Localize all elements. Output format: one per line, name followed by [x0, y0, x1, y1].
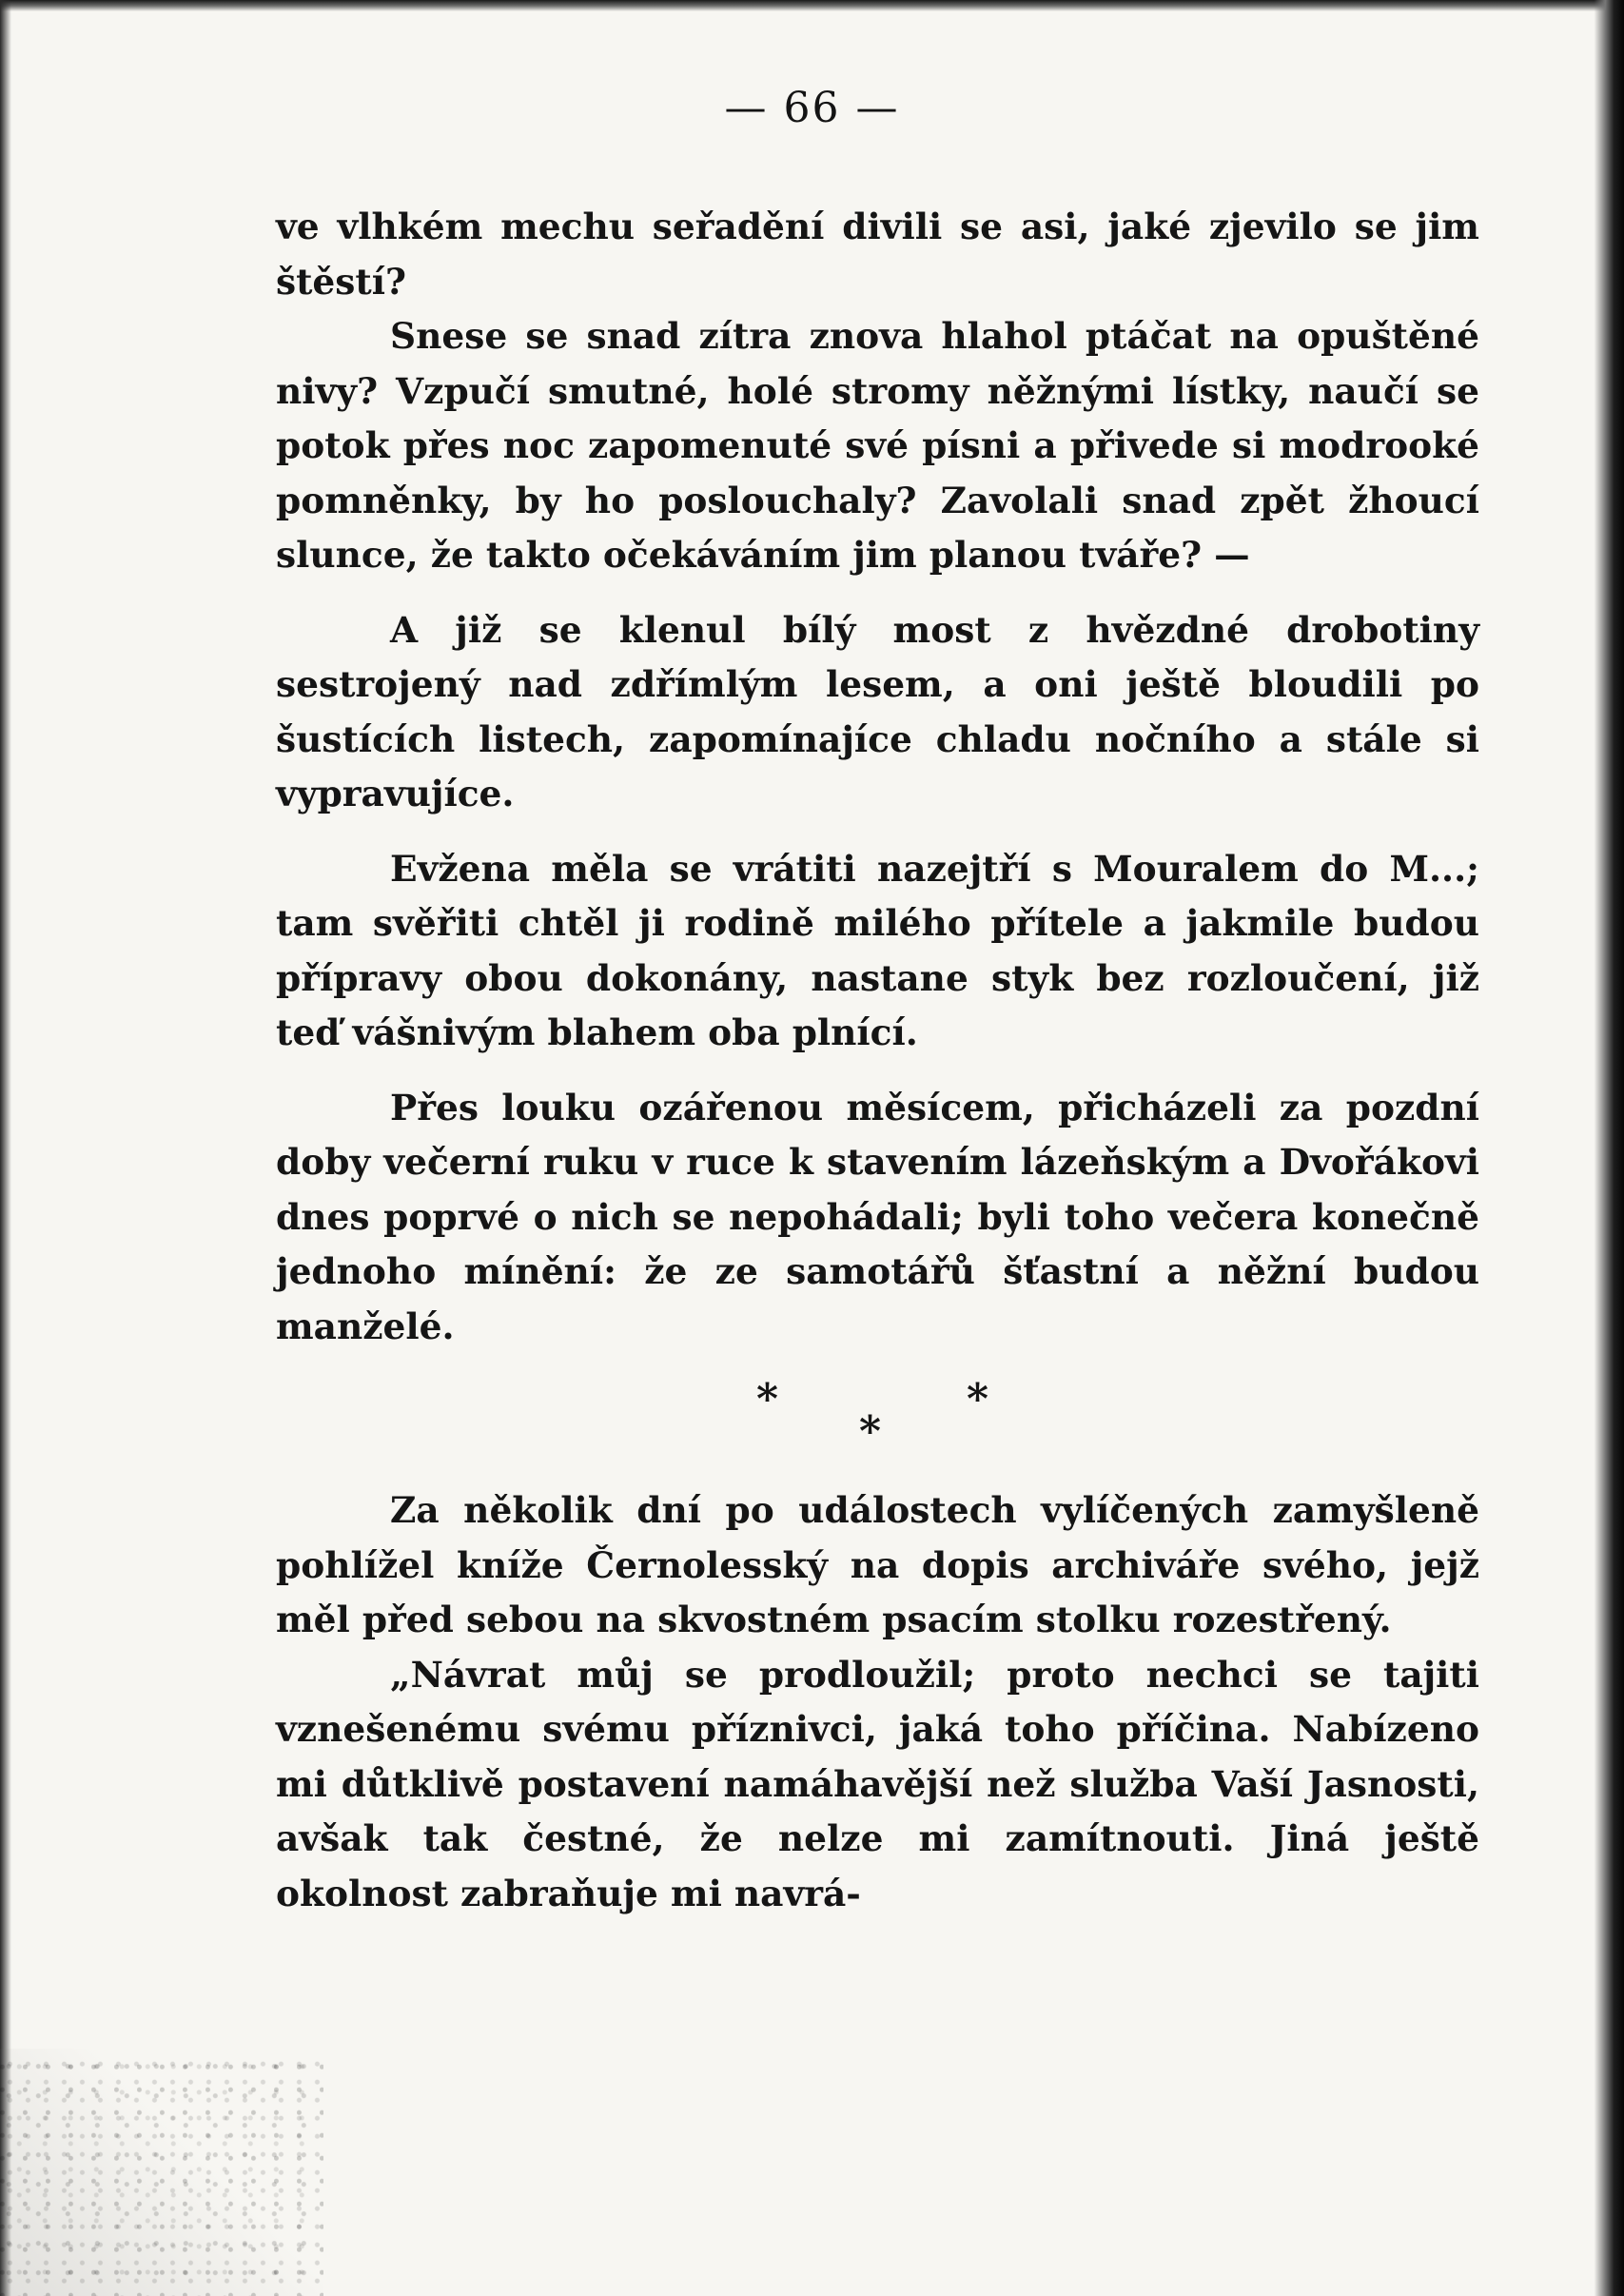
- scan-edge-top: [0, 0, 1624, 11]
- paragraph-1: ve vlhkém mechu seřadění divili se asi, jaké zjevilo se jim štěstí?: [276, 206, 1479, 303]
- scan-edge-left: [0, 0, 11, 2296]
- asterisk-middle: *: [859, 1407, 882, 1456]
- page-number: — 66 —: [724, 84, 900, 132]
- section-separator: [276, 1373, 1479, 1464]
- paragraph-6: Za několik dní po událostech vylíčených zamyšleně pohlížel kníže Černolesský na dopis archiváře svého, jejž měl před sebou na skvostném psacím stolku rozestřený.: [276, 1489, 1479, 1640]
- paragraph-5: Přes louku ozářenou měsícem, přicházeli za pozdní doby večerní ruku v ruce k stavením lázeňským a Dvořákovi dnes poprvé o nich se nepohádali; byli toho večera konečně jednoho mínění: že ze samotářů šťastní a něžní budou manželé.: [276, 1086, 1479, 1347]
- body-text: [276, 200, 1479, 1921]
- paragraph-3: A již se klenul bílý most z hvězdné drobotiny sestrojený nad zdřímlým lesem, a oni ještě bloudili po šustících listech, zapomínajíce chladu nočního a stále si vypravujíce.: [276, 608, 1479, 814]
- paragraph-7: „Návrat můj se prodloužil; proto nechci se tajiti vznešenému svému příznivci, jaká toho příčina. Nabízeno mi důtklivě postavení namáhavější než služba Vaší Jasnosti, avšak tak čestné, že nelze mi zamítnouti. Jiná ještě okolnost zabraňuje mi navrá-: [276, 1653, 1479, 1914]
- paragraph-4: Evžena měla se vrátiti nazejtří s Mouralem do M...; tam svěřiti chtěl ji rodině milého přítele a jakmile budou přípravy obou dokonány, nastane styk bez rozloučení, již teď vášnivým blahem oba plnící.: [276, 847, 1479, 1053]
- asterisk-right: *: [967, 1375, 989, 1423]
- paragraph-2: Snese se snad zítra znova hlahol ptáčat na opuštěné nivy? Vzpučí smutné, holé stromy něžnými lístky, naučí se potok přes noc zapomenuté své písni a přivede si modrooké pomněnky, by ho poslouchaly? Zavolali snad zpět žhoucí slunce, že takto očekáváním jim planou tváře? —: [276, 315, 1479, 576]
- asterisk-left: *: [756, 1375, 779, 1423]
- scan-noise: [0, 2049, 323, 2296]
- scan-edge-right: [1557, 0, 1624, 2296]
